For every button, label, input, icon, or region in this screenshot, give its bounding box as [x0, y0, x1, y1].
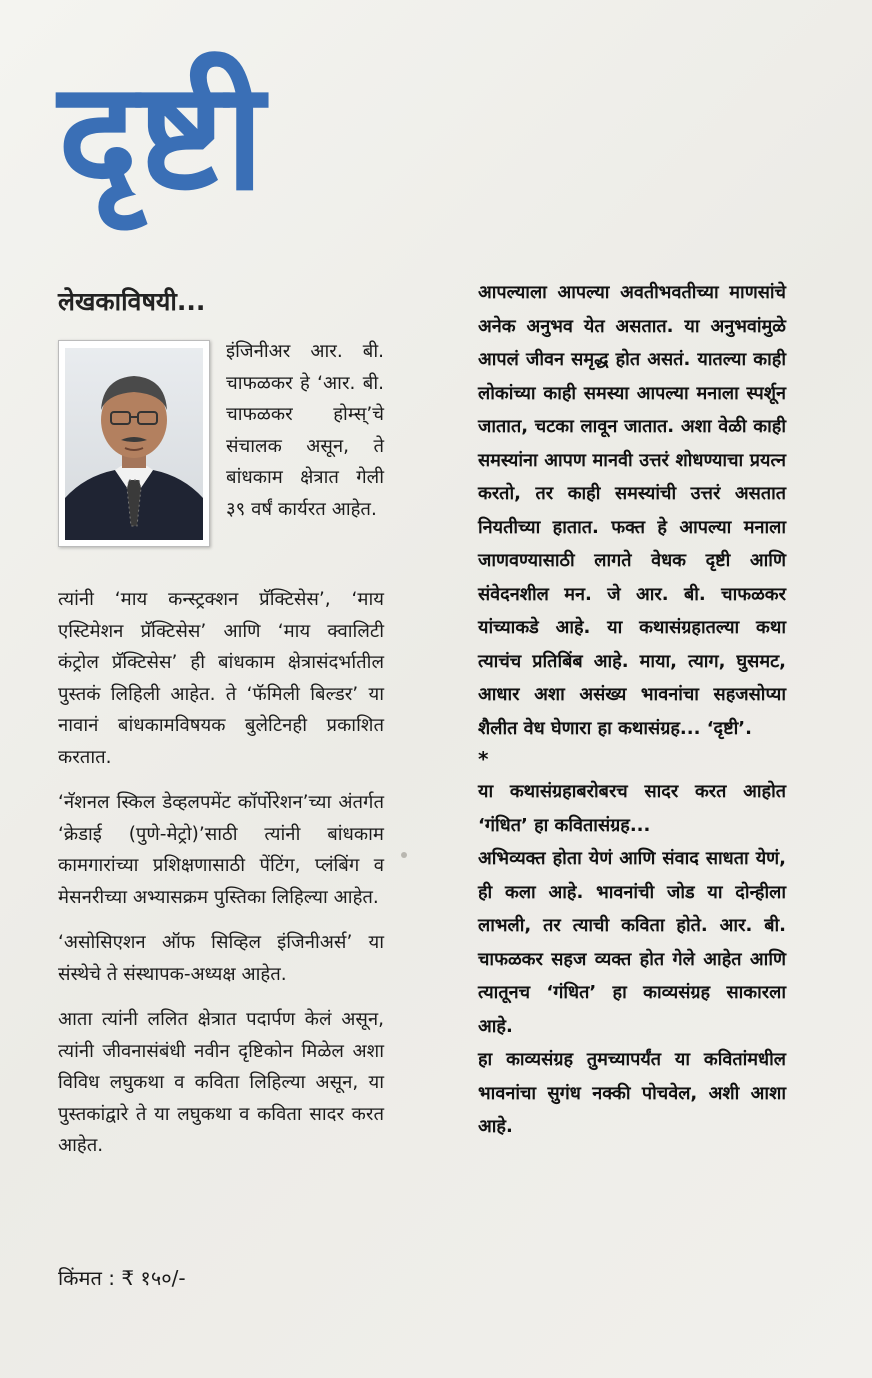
- author-portrait-image: [65, 348, 203, 540]
- author-intro: इंजिनीअर आर. बी. चाफळकर हे ‘आर. बी. चाफळकर होम्स्’चे संचालक असून, ते बांधकाम क्षेत्रात गेली ३९ वर्षं कार्यरत आहेत.: [226, 341, 384, 520]
- price: किंमत : ₹ १५०/-: [58, 1266, 186, 1290]
- book-title: दृष्टी: [58, 50, 265, 224]
- closing-note: हा काव्यसंग्रह तुमच्यापर्यंत या कवितांमधील भावनांचा सुगंध नक्की पोचवेल, अशी आशा आहे.: [478, 1049, 786, 1137]
- poem-collection-intro: या कथासंग्रहाबरोबरच सादर करत आहोत ‘गंधित’ हा कवितासंग्रह...: [478, 781, 786, 836]
- poem-collection-blurb: अभिव्यक्त होता येणं आणि संवाद साधता येणं, ही कला आहे. भावनांची जोड या दोन्हीला लाभली, तर त्याची कविता होते. आर. बी. चाफळकर सहज व्यक्त होत गेले आहेत आणि त्यातूनच ‘गंधित’ हा काव्यसंग्रह साकारला आहे.: [478, 848, 786, 1037]
- bio-paragraph: ‘असोसिएशन ऑफ सिव्हिल इंजिनीअर्स’ या संस्थेचे ते संस्थापक-अध्यक्ष आहेत.: [58, 932, 384, 985]
- about-author-heading: लेखकाविषयी...: [58, 287, 206, 316]
- story-collection-blurb: आपल्याला आपल्या अवतीभवतीच्या माणसांचे अनेक अनुभव येत असतात. या अनुभवांमुळे आपलं जीवन समृद्ध होत असतं. यातल्या काही लोकांच्या काही समस्या आपल्या मनाला स्पर्शून जातात, चटका लावून जातात. अशा वेळी काही समस्यांना आपण मानवी उत्तरं शोधण्याचा प्रयत्न करतो, तर काही समस्यांची उत्तरं असतात नियतीच्या हातात. फक्त हे आपल्या मनाला जाणवण्यासाठी लागते वेधक दृष्टी आणि संवेदनशील मन. जे आर. बी. चाफळकर यांच्याकडे आहे. या कथासंग्रहातल्या कथा त्याचंच प्रतिबिंब आहे. माया, त्याग, घुसमट, आधार अशा असंख्य भावनांचा सहजसोप्या शैलीत वेध घेणारा हा कथासंग्रह... ‘दृष्टी’.: [478, 282, 786, 739]
- bio-paragraph: आता त्यांनी ललित क्षेत्रात पदार्पण केलं असून, त्यांनी जीवनासंबंधी नवीन दृष्टिकोन मिळेल अशा विविध लघुकथा व कविता लिहिल्या असून, या पुस्तकांद्वारे ते या लघुकथा व कविता सादर करत आहेत.: [58, 1009, 384, 1156]
- section-separator: *: [478, 747, 489, 771]
- decorative-dot: [401, 852, 407, 858]
- book-blurb: [478, 276, 786, 1144]
- bio-paragraph: त्यांनी ‘माय कन्स्ट्रक्शन प्रॅक्टिसेस’, ‘माय एस्टिमेशन प्रॅक्टिसेस’ आणि ‘माय क्वालिटी कंट्रोल प्रॅक्टिसेस’ ही बांधकाम क्षेत्रासंदर्भातील पुस्तकं लिहिली आहेत. ते ‘फॅमिली बिल्डर’ या नावानं बांधकामविषयक बुलेटिनही प्रकाशित करतात.: [58, 589, 384, 768]
- author-photo: [58, 340, 210, 547]
- bio-paragraph: ‘नॅशनल स्किल डेव्हलपमेंट कॉर्पोरेशन’च्या अंतर्गत ‘क्रेडाई (पुणे-मेट्रो)’साठी त्यांनी बांधकाम कामगारांच्या प्रशिक्षणासाठी पेंटिंग, प्लंबिंग व मेसनरीच्या अभ्यासक्रम पुस्तिका लिहिल्या आहेत.: [58, 792, 384, 908]
